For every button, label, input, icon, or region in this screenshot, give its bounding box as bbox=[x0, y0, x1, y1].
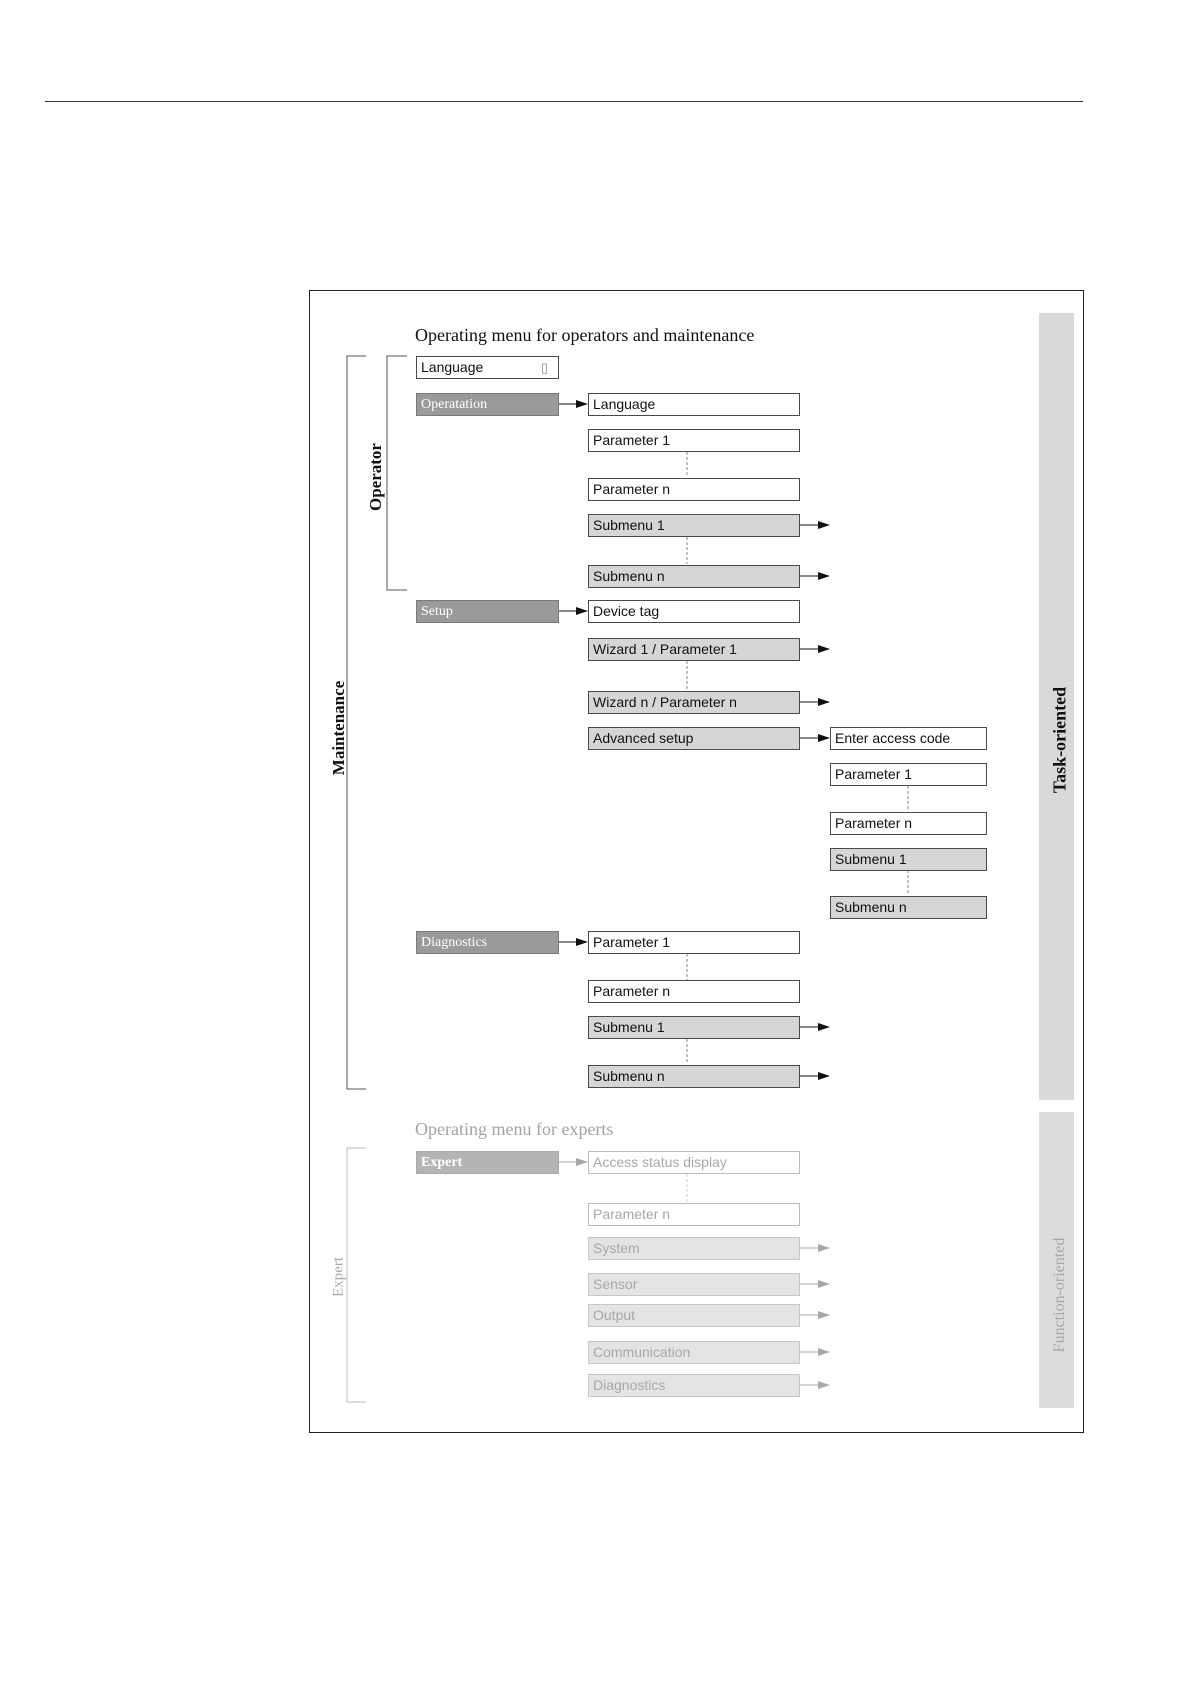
operator-bracket-label: Operator bbox=[366, 443, 385, 511]
operators-section-title: Operating menu for operators and maintenance bbox=[415, 325, 755, 345]
expert-communication-box[interactable]: Communication bbox=[588, 1341, 800, 1364]
expert-output-box[interactable]: Output bbox=[588, 1304, 800, 1327]
setup-menu-box[interactable]: Setup bbox=[416, 600, 559, 623]
function-oriented-label: Function-oriented bbox=[1051, 1237, 1068, 1353]
expert-access-status-display-box[interactable]: Access status display bbox=[588, 1151, 800, 1174]
advanced-parameter-n-box[interactable]: Parameter n bbox=[830, 812, 987, 835]
diagnostics-parameter-n-box[interactable]: Parameter n bbox=[588, 980, 800, 1003]
maintenance-bracket-label: Maintenance bbox=[329, 680, 348, 776]
diagnostics-menu-box[interactable]: Diagnostics bbox=[416, 931, 559, 954]
diagnostics-parameter-1-box[interactable]: Parameter 1 bbox=[588, 931, 800, 954]
setup-device-tag-box[interactable]: Device tag bbox=[588, 600, 800, 623]
language-menu-label: Language bbox=[421, 359, 484, 375]
advanced-parameter-1-box[interactable]: Parameter 1 bbox=[830, 763, 987, 786]
language-option-icon: ▯ bbox=[540, 360, 548, 375]
expert-sensor-box[interactable]: Sensor bbox=[588, 1273, 800, 1296]
operation-language-box[interactable]: Language bbox=[588, 393, 800, 416]
setup-wizard-1-box[interactable]: Wizard 1 / Parameter 1 bbox=[588, 638, 800, 661]
task-oriented-label: Task-oriented bbox=[1049, 686, 1070, 794]
expert-parameter-n-box[interactable]: Parameter n bbox=[588, 1203, 800, 1226]
advanced-submenu-n-box[interactable]: Submenu n bbox=[830, 896, 987, 919]
expert-bracket-label: Expert bbox=[330, 1257, 347, 1297]
advanced-enter-access-code-box[interactable]: Enter access code bbox=[830, 727, 987, 750]
diagnostics-submenu-n-box[interactable]: Submenu n bbox=[588, 1065, 800, 1088]
expert-system-box[interactable]: System bbox=[588, 1237, 800, 1260]
expert-diagnostics-box[interactable]: Diagnostics bbox=[588, 1374, 800, 1397]
expert-menu-box[interactable]: Expert bbox=[416, 1151, 559, 1174]
language-menu-box[interactable] bbox=[416, 356, 559, 379]
operation-parameter-n-box[interactable]: Parameter n bbox=[588, 478, 800, 501]
operation-menu-box[interactable]: Operatation bbox=[416, 393, 559, 416]
experts-section-title: Operating menu for experts bbox=[415, 1119, 614, 1139]
operation-parameter-1-box[interactable]: Parameter 1 bbox=[588, 429, 800, 452]
operation-submenu-1-box[interactable]: Submenu 1 bbox=[588, 514, 800, 537]
setup-advanced-setup-box[interactable]: Advanced setup bbox=[588, 727, 800, 750]
diagnostics-submenu-1-box[interactable]: Submenu 1 bbox=[588, 1016, 800, 1039]
operation-submenu-n-box[interactable]: Submenu n bbox=[588, 565, 800, 588]
setup-wizard-n-box[interactable]: Wizard n / Parameter n bbox=[588, 691, 800, 714]
advanced-submenu-1-box[interactable]: Submenu 1 bbox=[830, 848, 987, 871]
